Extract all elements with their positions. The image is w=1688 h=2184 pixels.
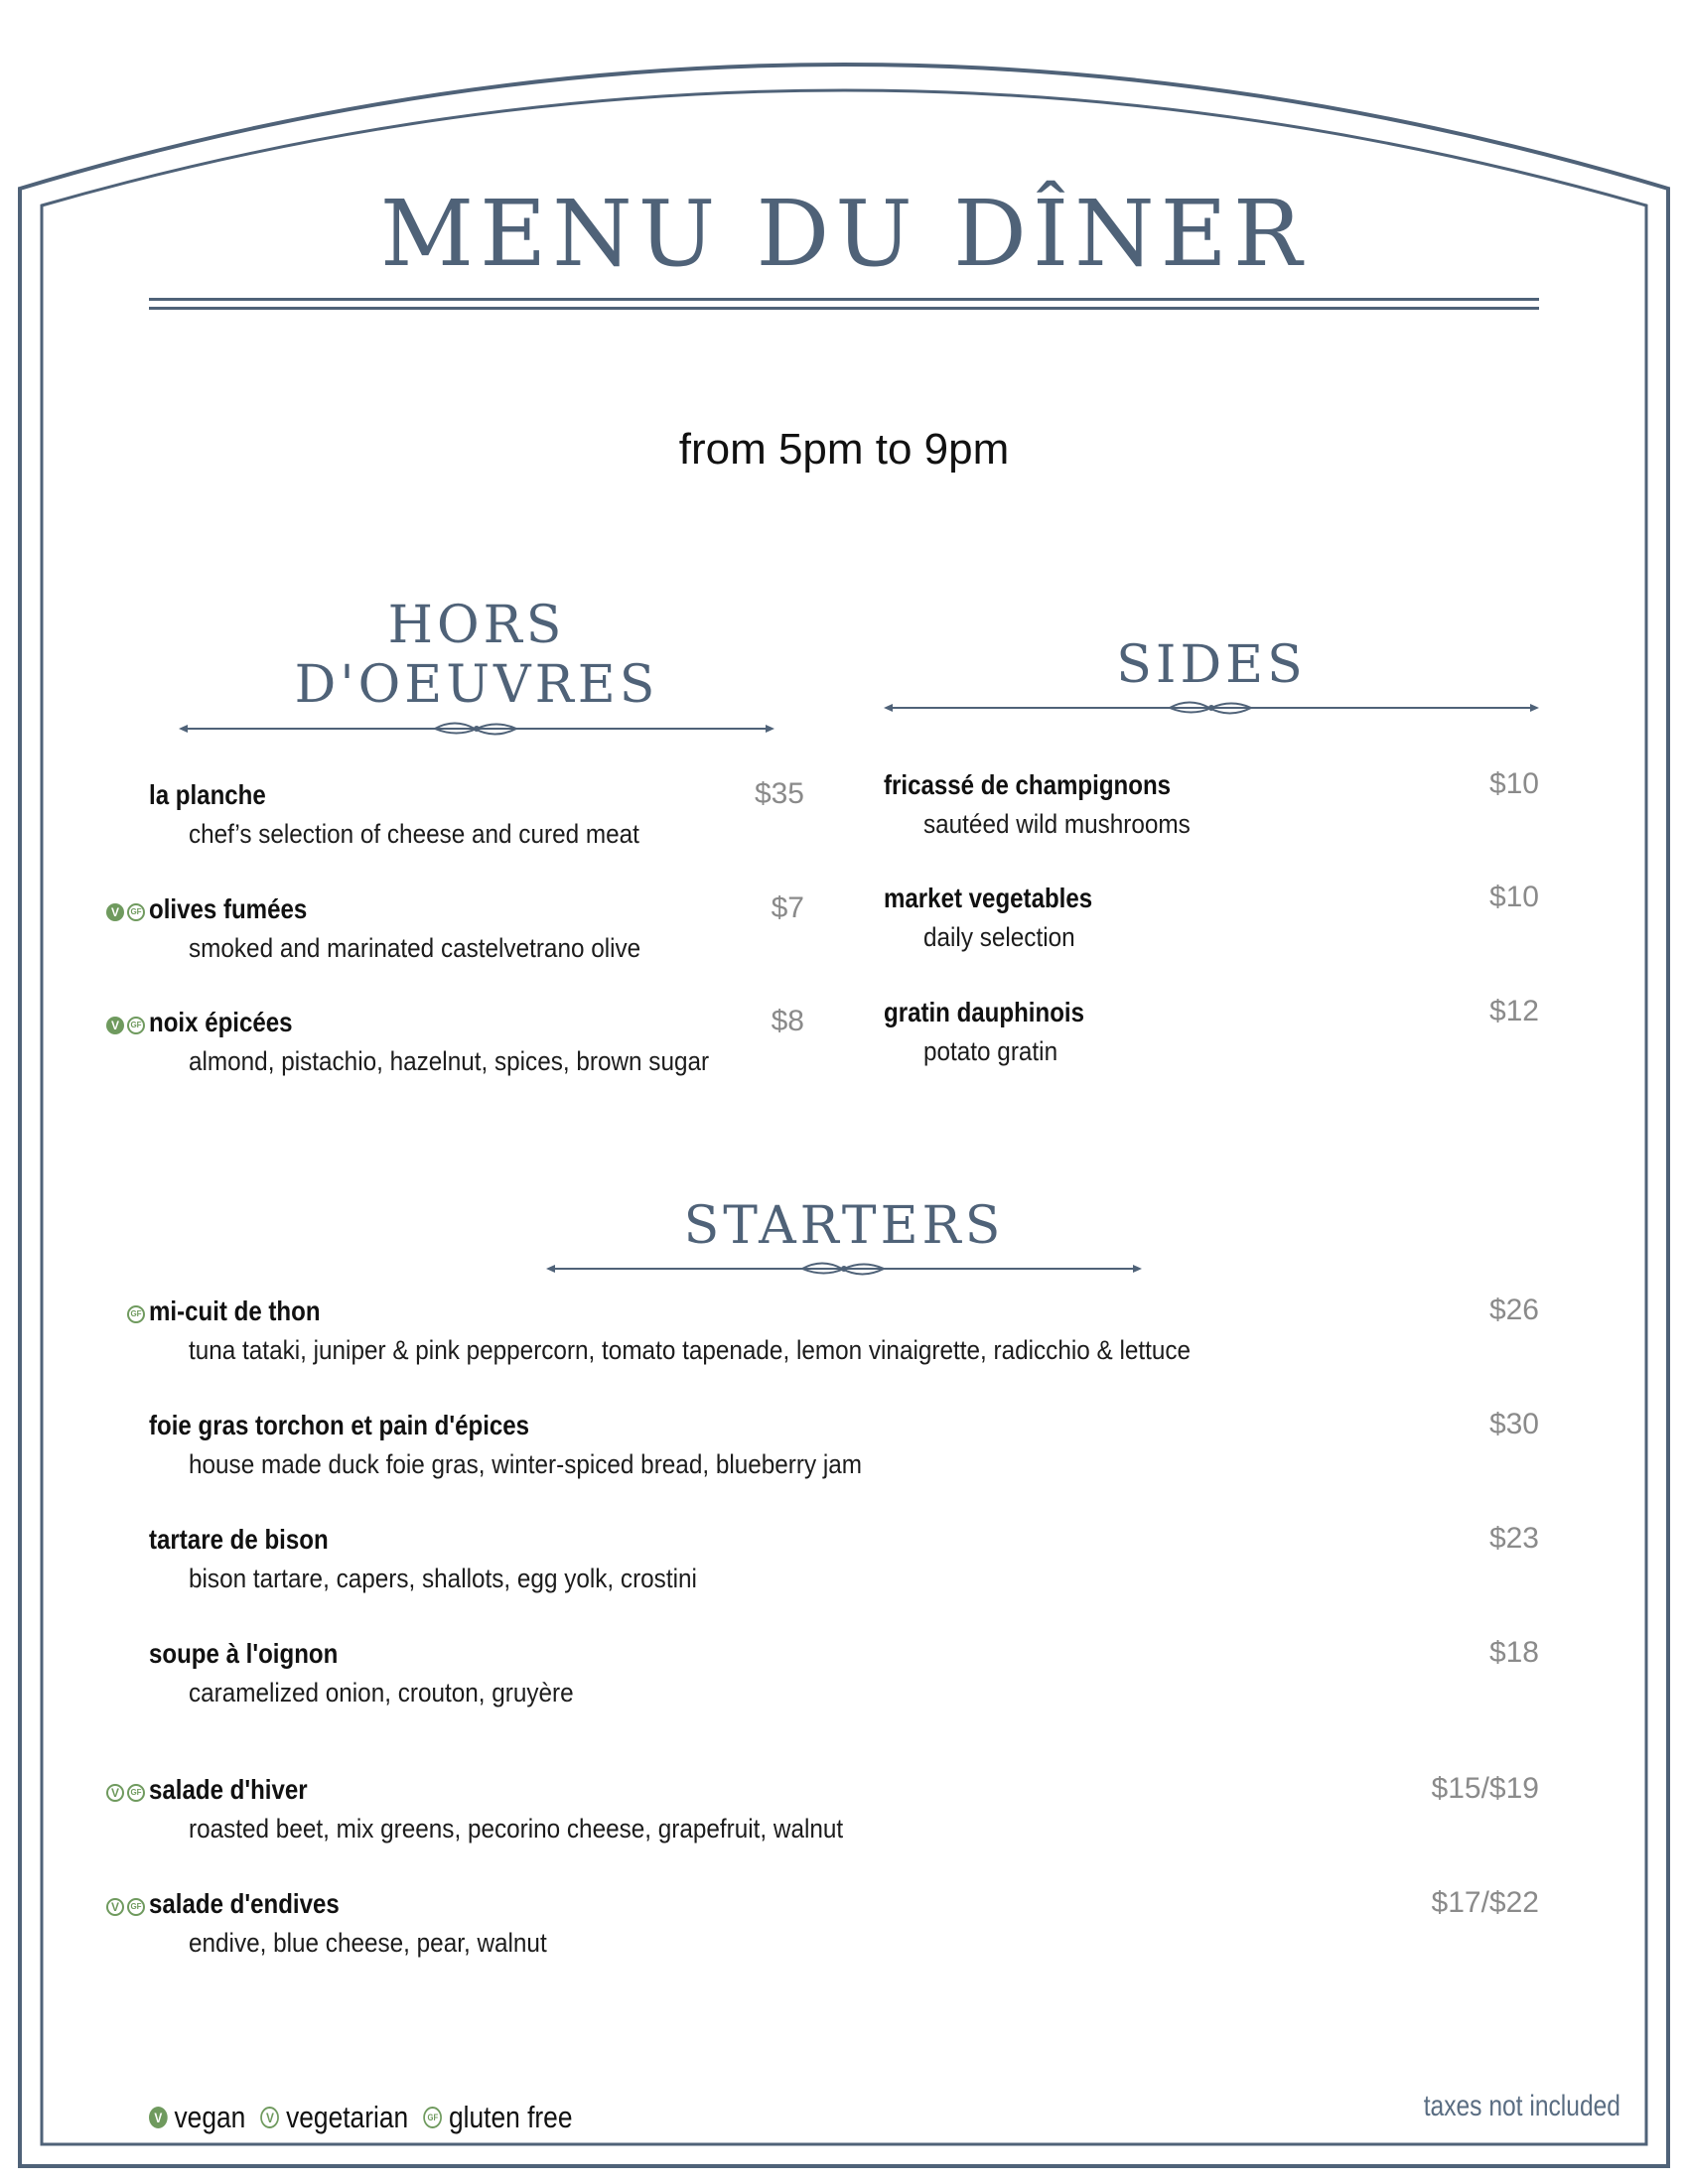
menu-item-name: olives fumées <box>149 893 308 924</box>
gluten-free-icon: GF <box>127 903 145 921</box>
vegan-icon: V <box>106 903 124 921</box>
menu-item-name: mi-cuit de thon <box>149 1296 321 1326</box>
gluten-free-icon: GF <box>127 1784 145 1802</box>
section-divider-starters <box>546 1259 1142 1279</box>
menu-item-price: $30 <box>1488 1408 1539 1440</box>
menu-item-price: $26 <box>1488 1294 1539 1326</box>
vegan-icon: V <box>149 2107 168 2128</box>
menu-item-name: la planche <box>149 779 266 810</box>
gluten-free-icon: GF <box>127 1017 145 1034</box>
dietary-legend <box>149 2100 581 2135</box>
section-title-hors-doeuvres <box>179 596 774 715</box>
menu-item-description: roasted beet, mix greens, pecorino cheese, grapefruit, walnut <box>189 1814 844 1843</box>
menu-item-description: smoked and marinated castelvetrano olive <box>189 933 641 963</box>
menu-title: MENU DU DÎNER <box>379 181 1309 287</box>
section-divider-sides <box>884 698 1539 718</box>
menu-item-price: $18 <box>1488 1636 1539 1669</box>
dietary-badges <box>99 1017 145 1034</box>
menu-item-description: sautéed wild mushrooms <box>923 809 1191 839</box>
menu-item-name: foie gras torchon et pain d'épices <box>149 1410 530 1440</box>
menu-item-description: tuna tataki, juniper & pink peppercorn, tomato tapenade, lemon vinaigrette, radicchio & lettuce <box>189 1335 1192 1365</box>
service-hours: from 5pm to 9pm <box>678 425 1010 474</box>
vegetarian-icon: V <box>261 2107 280 2128</box>
menu-item-price: $35 <box>754 777 804 810</box>
section-title-line-2: D'OEUVRES <box>294 655 659 715</box>
menu-item-description: caramelized onion, crouton, gruyère <box>189 1678 574 1707</box>
menu-item-price: $23 <box>1488 1522 1539 1555</box>
title-rule-top <box>149 298 1539 301</box>
menu-item-description: endive, blue cheese, pear, walnut <box>189 1928 547 1958</box>
menu-item-description: house made duck foie gras, winter-spiced bread, blueberry jam <box>189 1449 863 1479</box>
menu-item-name: gratin dauphinois <box>884 997 1085 1027</box>
menu-item-name: soupe à l'oignon <box>149 1638 339 1669</box>
menu-item-name: market vegetables <box>884 883 1093 913</box>
title-rule-bottom <box>149 307 1539 310</box>
menu-item-name: salade d'endives <box>149 1888 340 1919</box>
vegan-icon: V <box>106 1017 124 1034</box>
menu-item-description: chef’s selection of cheese and cured meat <box>189 819 639 849</box>
legend-vegetarian-label: vegetarian <box>286 2100 409 2134</box>
vegetarian-icon: V <box>106 1898 124 1916</box>
section-divider-hors-doeuvres <box>179 719 774 739</box>
menu-item-name: noix épicées <box>149 1007 293 1037</box>
menu-item-price: $8 <box>771 1005 804 1037</box>
vegetarian-icon: V <box>106 1784 124 1802</box>
dietary-badges <box>99 903 145 921</box>
menu-item-name: fricassé de champignons <box>884 769 1172 800</box>
menu-item-price: $15/$19 <box>1431 1772 1539 1805</box>
dietary-badges <box>99 1784 145 1802</box>
gluten-free-icon: GF <box>423 2107 442 2128</box>
menu-item-name: tartare de bison <box>149 1524 329 1555</box>
dietary-badges <box>99 1898 145 1916</box>
section-title-starters: STARTERS <box>683 1196 1005 1256</box>
gluten-free-icon: GF <box>127 1898 145 1916</box>
menu-item-name: salade d'hiver <box>149 1774 308 1805</box>
taxes-note: taxes not included <box>1423 2090 1620 2122</box>
legend-gluten-free-label: gluten free <box>448 2100 573 2134</box>
menu-item-price: $7 <box>771 891 804 924</box>
menu-item-price: $12 <box>1488 995 1539 1027</box>
section-title-line-1: HORS <box>387 596 566 655</box>
legend-vegan-label: vegan <box>174 2100 246 2134</box>
menu-item-price: $17/$22 <box>1431 1886 1539 1919</box>
menu-item-description: potato gratin <box>923 1036 1058 1066</box>
menu-item-description: bison tartare, capers, shallots, egg yolk, crostini <box>189 1564 697 1593</box>
menu-item-description: daily selection <box>923 922 1075 952</box>
menu-item-price: $10 <box>1488 767 1539 800</box>
menu-item-price: $10 <box>1488 881 1539 913</box>
gluten-free-icon: GF <box>127 1305 145 1323</box>
dietary-badges <box>99 1305 145 1323</box>
section-title-sides: SIDES <box>1116 635 1307 695</box>
menu-item-description: almond, pistachio, hazelnut, spices, brown sugar <box>189 1046 710 1076</box>
